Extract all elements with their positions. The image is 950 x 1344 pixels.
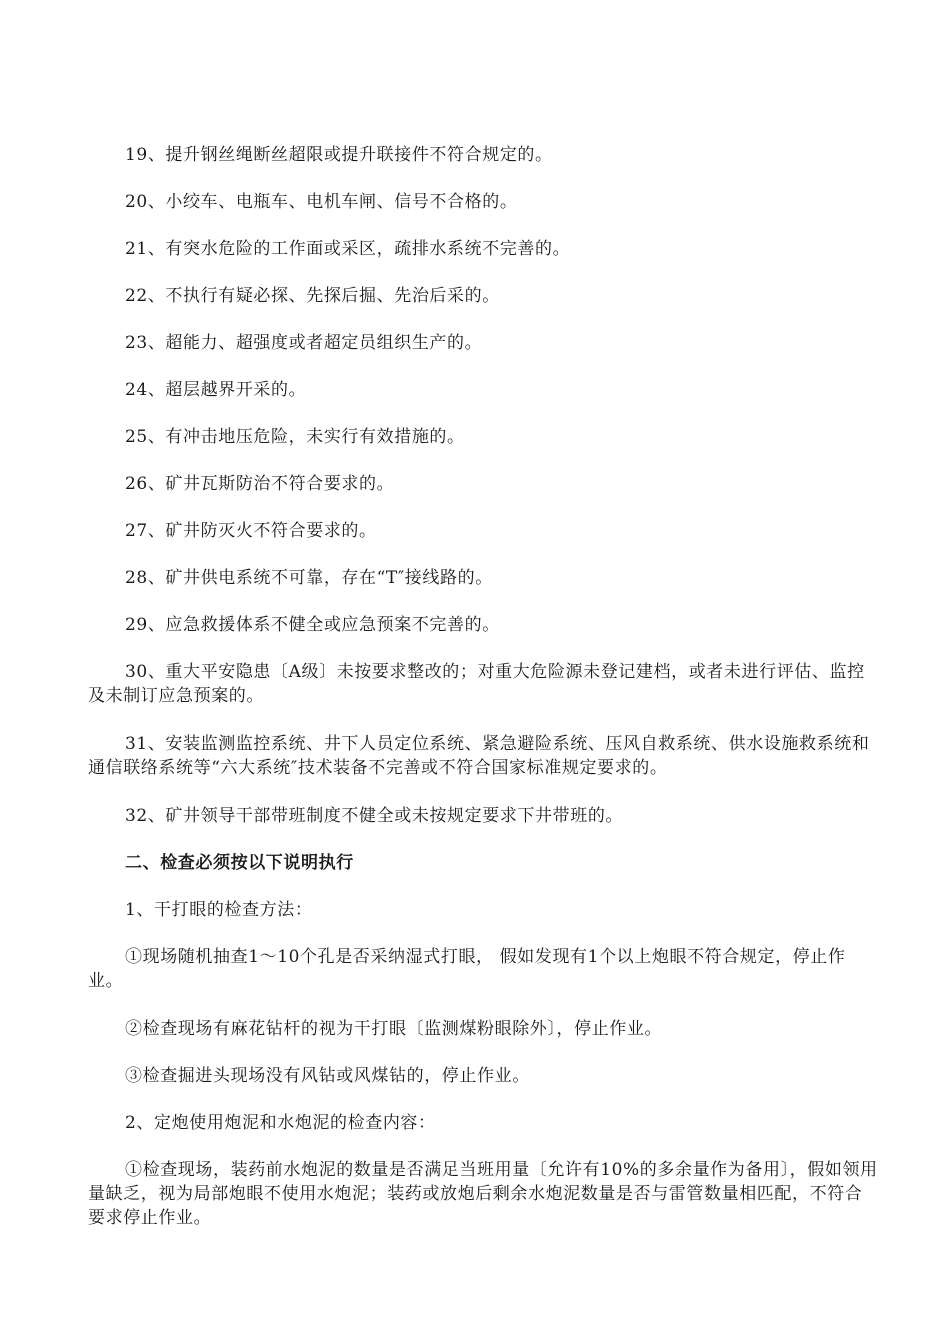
subsection-title-2: 2、定炮使用炮泥和水炮泥的检查内容：: [125, 1113, 436, 1133]
list-item-24: 24、超层越界开采的。: [125, 380, 307, 400]
subsection-title-1: 1、干打眼的检查方法：: [125, 900, 313, 920]
list-item-30: 30、重大平安隐患〔A级〕未按要求整改的；对重大危险源未登记建档，或者未进行评估、监控及未制订应急预案的。: [88, 662, 865, 706]
sub1-item-2: ②检查现场有麻花钻杆的视为干打眼〔监测煤粉眼除外〕，停止作业。: [125, 1019, 663, 1039]
list-item-19: 19、提升钢丝绳断丝超限或提升联接件不符合规定的。: [125, 145, 553, 165]
list-item-29: 29、应急救援体系不健全或应急预案不完善的。: [125, 615, 500, 635]
list-item-21: 21、有突水危险的工作面或采区，疏排水系统不完善的。: [125, 239, 571, 259]
list-item-25: 25、有冲击地压危险，未实行有效措施的。: [125, 427, 465, 447]
sub2-item-1: ①检查现场，装药前水炮泥的数量是否满足当班用量〔允许有10%的多余量作为备用〕，假如领用量缺乏，视为局部炮眼不使用水炮泥；装药或放炮后剩余水炮泥数量是否与雷管数量相匹配，不符合要求停止作业。: [88, 1160, 878, 1228]
section-heading: 二、检查必须按以下说明执行: [125, 853, 354, 873]
list-item-26: 26、矿井瓦斯防治不符合要求的。: [125, 474, 395, 494]
list-item-28: 28、矿井供电系统不可靠，存在“T″接线路的。: [125, 568, 493, 588]
list-item-31: 31、安装监测监控系统、井下人员定位系统、紧急避险系统、压风自救系统、供水设施救系统和通信联络系统等“六大系统″技术装备不完善或不符合国家标准规定要求的。: [88, 734, 870, 778]
list-item-27: 27、矿井防灭火不符合要求的。: [125, 521, 377, 541]
list-item-20: 20、小绞车、电瓶车、电机车闸、信号不合格的。: [125, 192, 518, 212]
list-item-32: 32、矿井领导干部带班制度不健全或未按规定要求下井带班的。: [125, 806, 624, 826]
sub1-item-3: ③检查掘进头现场没有风钻或风煤钻的，停止作业。: [125, 1066, 530, 1086]
list-item-23: 23、超能力、超强度或者超定员组织生产的。: [125, 333, 483, 353]
sub1-item-1: ①现场随机抽查1～10个孔是否采纳湿式打眼， 假如发现有1个以上炮眼不符合规定，停止作业。: [88, 947, 846, 991]
list-item-22: 22、不执行有疑必探、先探后掘、先治后采的。: [125, 286, 500, 306]
